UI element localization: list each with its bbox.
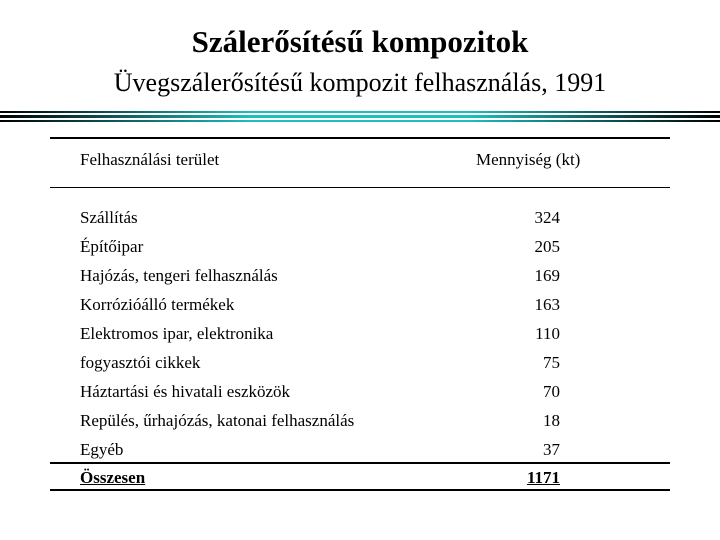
row-value: 75	[543, 353, 560, 372]
slide-title: Szálerősítésű kompozitok	[191, 24, 529, 59]
row-value: 169	[534, 266, 560, 285]
row-label: Repülés, űrhajózás, katonai felhasználás	[80, 411, 355, 430]
row-label: Hajózás, tengeri felhasználás	[80, 266, 278, 285]
row-value: 37	[543, 440, 560, 459]
row-label: Korrózióálló termékek	[80, 295, 235, 314]
row-value: 110	[535, 324, 560, 343]
total-value: 1171	[526, 468, 560, 487]
row-label: Háztartási és hivatali eszközök	[80, 382, 291, 401]
table-total-rule	[50, 462, 670, 464]
row-label: Elektromos ipar, elektronika	[80, 324, 274, 343]
row-value: 324	[534, 208, 560, 227]
row-value: 163	[534, 295, 560, 314]
row-label: Egyéb	[80, 440, 124, 459]
row-value: 205	[534, 237, 560, 256]
table-header-rule	[50, 187, 670, 188]
row-label: fogyasztói cikkek	[80, 353, 201, 372]
total-label: Összesen	[80, 468, 146, 487]
table-top-rule	[50, 137, 670, 139]
decorative-divider-bar	[0, 110, 720, 124]
row-label: Szállítás	[80, 208, 138, 227]
row-label: Építőipar	[80, 237, 144, 256]
column-header-area: Felhasználási terület	[80, 150, 220, 169]
row-value: 70	[543, 382, 560, 401]
column-header-quantity: Mennyiség (kt)	[476, 150, 581, 169]
row-value: 18	[543, 411, 560, 430]
slide-subtitle: Üvegszálerősítésű kompozit felhasználás, 1991	[113, 68, 607, 97]
table-bottom-rule	[50, 489, 670, 491]
